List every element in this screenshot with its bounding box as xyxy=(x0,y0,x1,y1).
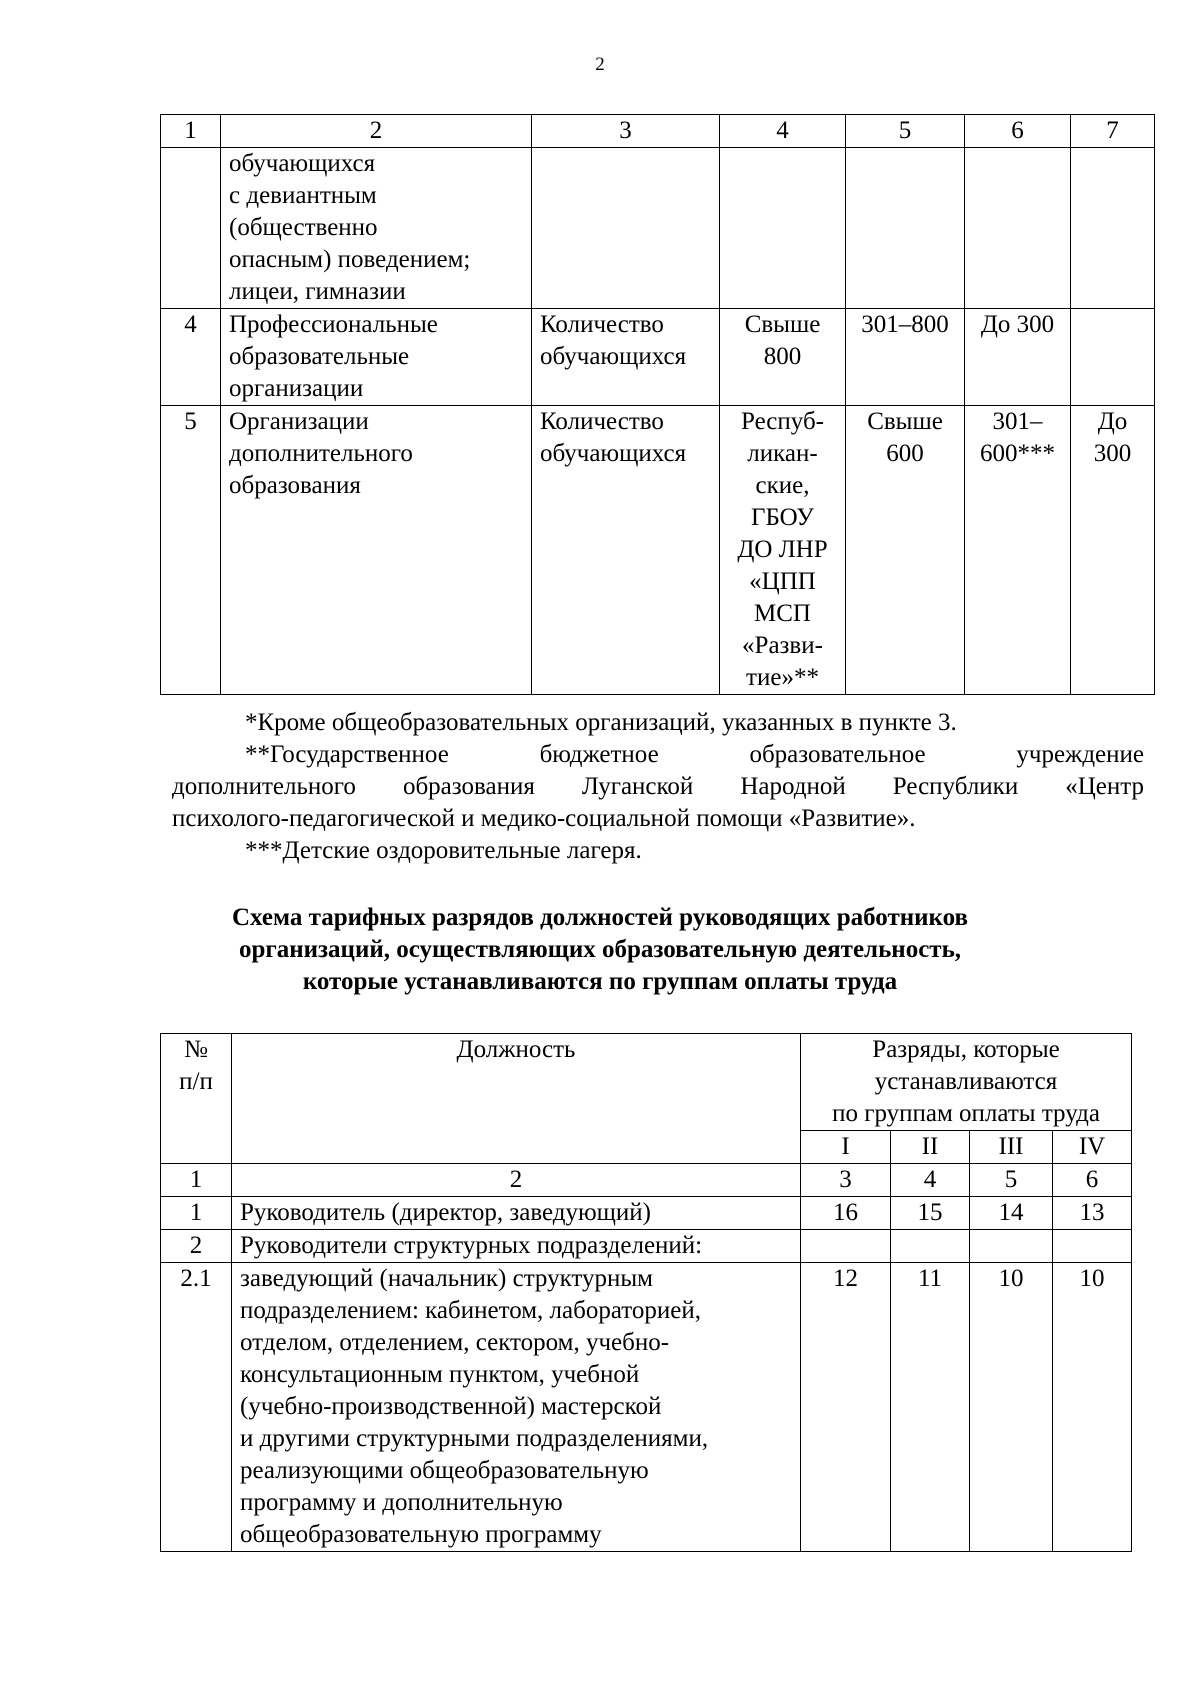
education-org-groups-table xyxy=(160,114,1155,695)
text-line: Разряды, которые xyxy=(872,1036,1060,1063)
row-number-cell: 2 xyxy=(161,1230,232,1263)
text-line: п/п xyxy=(179,1068,213,1095)
text-line: обучающихся xyxy=(540,343,687,370)
table-row xyxy=(161,309,1155,406)
grade-cell xyxy=(801,1230,891,1263)
table1-header-row xyxy=(161,115,1155,148)
table2-header-row xyxy=(161,1034,1132,1131)
table1-header-cell: 1 xyxy=(161,115,221,148)
group-header-cell: IV xyxy=(1053,1131,1132,1164)
text-line: ликан- xyxy=(747,440,818,467)
text-line: устанавливаются xyxy=(874,1068,1058,1095)
text-line: реализующими общеобразовательную xyxy=(240,1457,649,1484)
column-number-cell: 5 xyxy=(970,1164,1053,1197)
table-row xyxy=(161,1230,1132,1263)
table1-header-cell: 2 xyxy=(221,115,532,148)
text-line: (общественно xyxy=(229,214,378,241)
row-number-cell: 4 xyxy=(161,309,221,406)
text-line: 800 xyxy=(763,343,802,370)
row-number-cell: 1 xyxy=(161,1197,232,1230)
grade-cell: 15 xyxy=(891,1197,970,1230)
text-line: дополнительного xyxy=(229,440,413,467)
footnotes xyxy=(172,707,1144,867)
group-cell xyxy=(720,148,846,309)
text-line: Респуб- xyxy=(741,408,824,435)
tariff-grades-table xyxy=(160,1033,1132,1552)
text-line: ДО ЛНР xyxy=(737,536,828,563)
text-line: организации xyxy=(229,375,364,402)
number-header-cell xyxy=(161,1034,232,1164)
group-cell xyxy=(1071,309,1155,406)
text-line: (учебно-производственной) мастерской xyxy=(240,1393,662,1420)
text-line: Количество xyxy=(540,408,664,435)
grade-cell xyxy=(1053,1230,1132,1263)
group-cell xyxy=(846,406,965,695)
column-number-cell: 1 xyxy=(161,1164,232,1197)
group-cell xyxy=(965,148,1071,309)
text-line: с девиантным xyxy=(229,182,377,209)
group-cell xyxy=(965,406,1071,695)
text-line: обучающихся xyxy=(229,150,376,177)
group-cell xyxy=(846,148,965,309)
position-cell xyxy=(232,1263,801,1552)
text-line: и другими структурными подразделениями, xyxy=(240,1425,709,1452)
text-line: 600*** xyxy=(980,440,1055,467)
text-line: программу и дополнительную xyxy=(240,1489,563,1516)
text-line: «Разви- xyxy=(742,632,823,659)
table-row xyxy=(161,1197,1132,1230)
position-header-cell: Должность xyxy=(232,1034,801,1164)
grade-cell: 11 xyxy=(891,1263,970,1552)
text-line: До xyxy=(1097,408,1128,435)
position-cell: Руководитель (директор, заведующий) xyxy=(232,1197,801,1230)
grade-cell: 10 xyxy=(970,1263,1053,1552)
text-line: 600 xyxy=(886,440,924,467)
row-number-cell xyxy=(161,148,221,309)
column-number-cell: 2 xyxy=(232,1164,801,1197)
title-line: организаций, осуществляющих образовательную деятельность, xyxy=(238,936,962,963)
group-header-cell: III xyxy=(970,1131,1053,1164)
grade-cell xyxy=(891,1230,970,1263)
text-line: тие»** xyxy=(746,664,819,691)
grades-header-cell xyxy=(801,1034,1132,1131)
column-number-cell: 3 xyxy=(801,1164,891,1197)
group-header-cell: II xyxy=(891,1131,970,1164)
text-line: «ЦПП xyxy=(749,568,816,595)
page-number: 2 xyxy=(595,54,605,75)
org-type-cell xyxy=(221,406,532,695)
text-line: 301– xyxy=(992,408,1043,435)
text-line: Свыше xyxy=(744,311,821,338)
text-line: обучающихся xyxy=(540,440,687,467)
text-line: № xyxy=(184,1036,208,1063)
footnote-2-line-1: **Государственное бюджетное образовательное учреждение xyxy=(245,741,1144,768)
group-cell xyxy=(720,309,846,406)
grade-cell: 16 xyxy=(801,1197,891,1230)
grade-cell xyxy=(970,1230,1053,1263)
text-line: консультационным пунктом, учебной xyxy=(240,1361,640,1388)
row-number-cell: 2.1 xyxy=(161,1263,232,1552)
table1-header-cell: 3 xyxy=(532,115,720,148)
text-line: ские, xyxy=(755,472,810,499)
table1-header-cell: 4 xyxy=(720,115,846,148)
indicator-cell xyxy=(532,406,720,695)
group-cell xyxy=(1071,406,1155,695)
org-type-cell xyxy=(221,309,532,406)
text-line: по группам оплаты труда xyxy=(832,1100,1100,1127)
text-line: подразделением: кабинетом, лабораторией, xyxy=(240,1297,701,1324)
text-line: ГБОУ xyxy=(751,504,814,531)
footnote-1: *Кроме общеобразовательных организаций, указанных в пункте 3. xyxy=(245,709,957,736)
text-line: До 300 xyxy=(980,311,1055,338)
group-cell xyxy=(846,309,965,406)
text-line: общеобразовательную программу xyxy=(240,1521,602,1548)
table1-header-cell: 5 xyxy=(846,115,965,148)
text-line: опасным) поведением; xyxy=(229,246,471,273)
text-line: образования xyxy=(229,472,361,499)
table2-numbering-row xyxy=(161,1164,1132,1197)
text-line: 300 xyxy=(1093,440,1132,467)
table-row xyxy=(161,148,1155,309)
footnote-2-line-3: психолого-педагогической и медико-социальной помощи «Развитие». xyxy=(172,805,916,832)
title-line: которые устанавливаются по группам оплаты труда xyxy=(302,968,898,995)
group-cell xyxy=(1071,148,1155,309)
text-line: лицеи, гимназии xyxy=(229,278,406,305)
grade-cell: 13 xyxy=(1053,1197,1132,1230)
column-number-cell: 4 xyxy=(891,1164,970,1197)
group-header-cell: I xyxy=(801,1131,891,1164)
group-cell xyxy=(965,309,1071,406)
indicator-cell xyxy=(532,309,720,406)
text-line: отделом, отделением, сектором, учебно- xyxy=(240,1329,670,1356)
indicator-cell xyxy=(532,148,720,309)
text-line: заведующий (начальник) структурным xyxy=(240,1265,654,1292)
footnote-2-line-2: дополнительного образования Луганской Народной Республики «Центр xyxy=(172,773,1144,800)
column-number-cell: 6 xyxy=(1053,1164,1132,1197)
table-row xyxy=(161,406,1155,695)
text-line: Количество xyxy=(540,311,664,338)
text-line: Профессиональные xyxy=(229,311,438,338)
grade-cell: 12 xyxy=(801,1263,891,1552)
footnote-3: ***Детские оздоровительные лагеря. xyxy=(245,837,642,864)
text-line: МСП xyxy=(754,600,811,627)
table1-header-cell: 6 xyxy=(965,115,1071,148)
grade-cell: 10 xyxy=(1053,1263,1132,1552)
table1-header-cell: 7 xyxy=(1071,115,1155,148)
table-row xyxy=(161,1263,1132,1552)
text-line: Организации xyxy=(229,408,369,435)
title-line: Схема тарифных разрядов должностей руководящих работников xyxy=(231,904,968,931)
text-line: Свыше xyxy=(867,408,943,435)
group-cell xyxy=(720,406,846,695)
text-line: 301–800 xyxy=(861,311,949,338)
grade-cell: 14 xyxy=(970,1197,1053,1230)
org-type-cell xyxy=(221,148,532,309)
text-line: образовательные xyxy=(229,343,410,370)
row-number-cell: 5 xyxy=(161,406,221,695)
section-title xyxy=(0,902,1200,998)
position-cell: Руководители структурных подразделений: xyxy=(232,1230,801,1263)
